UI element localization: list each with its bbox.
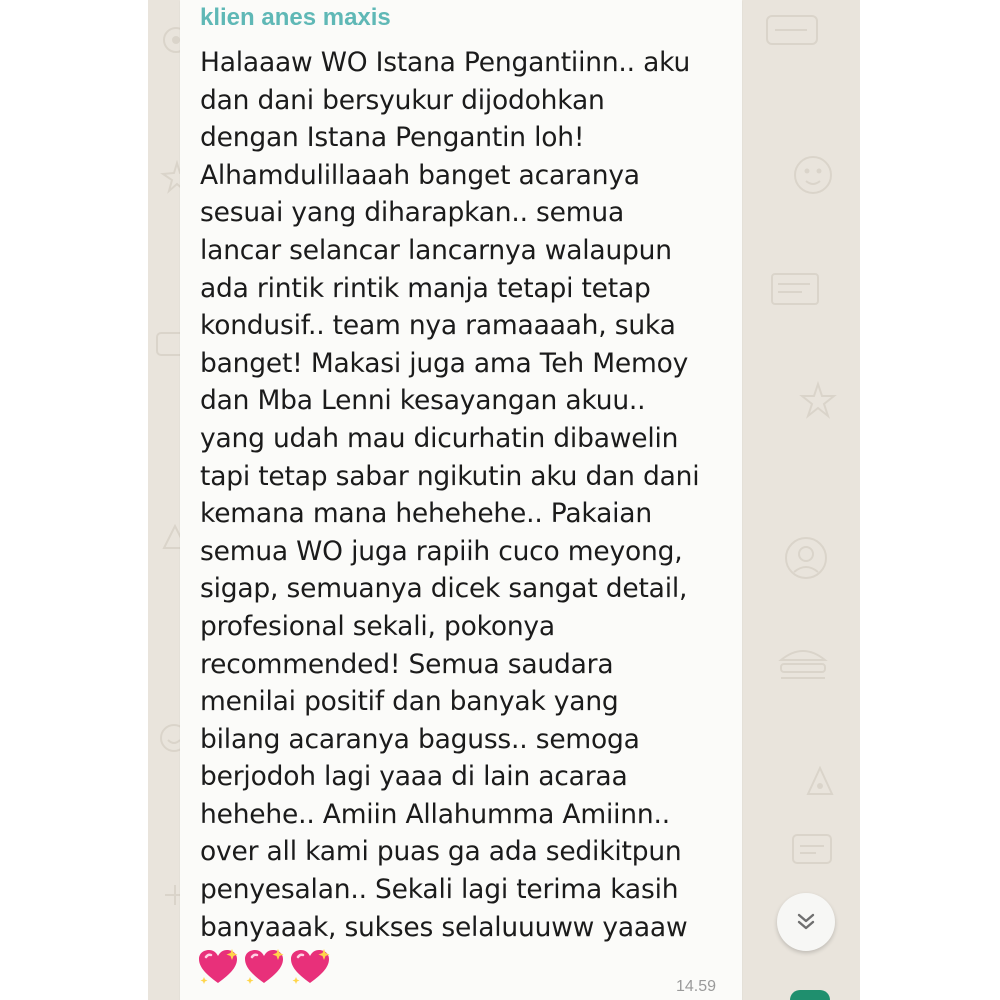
doodle-icon bbox=[773, 640, 833, 690]
message-line: dan Mba Lenni kesayangan akuu.. bbox=[200, 385, 646, 417]
message-line: Alhamdulillaaah banget acaranya bbox=[200, 159, 640, 191]
doodle-icon bbox=[788, 150, 838, 200]
sparkling-heart-icon bbox=[288, 947, 332, 987]
message-timestamp: 14.59 bbox=[676, 978, 717, 995]
message-line: ada rintik rintik manja tetapi tetap bbox=[200, 272, 651, 304]
message-line: recommended! Semua saudara bbox=[200, 648, 614, 680]
message-line: dengan Istana Pengantin loh! bbox=[200, 122, 585, 154]
doodle-icon bbox=[798, 760, 842, 804]
message-line: lancar selancar lancarnya walaupun bbox=[200, 234, 672, 266]
sparkling-heart-icon bbox=[242, 947, 286, 987]
message-line: over all kami puas ga ada sedikitpun bbox=[200, 836, 682, 868]
message-line: tapi tetap sabar ngikutin aku dan dani bbox=[200, 460, 700, 492]
message-line: hehehe.. Amiin Allahumma Amiinn.. bbox=[200, 798, 670, 830]
double-chevron-down-icon bbox=[793, 909, 819, 935]
message-line: semua WO juga rapiih cuco meyong, bbox=[200, 535, 683, 567]
message-line: profesional sekali, pokonya bbox=[200, 610, 555, 642]
message-text bbox=[200, 44, 740, 946]
message-line: penyesalan.. Sekali lagi terima kasih bbox=[200, 874, 679, 906]
message-line: sigap, semuanya dicek sangat detail, bbox=[200, 573, 688, 605]
message-line: kemana mana hehehehe.. Pakaian bbox=[200, 498, 652, 530]
message-line: banyaaak, sukses selaluuuww yaaaw bbox=[200, 911, 688, 943]
scroll-to-bottom-button[interactable] bbox=[777, 893, 835, 951]
message-line: yang udah mau dicurhatin dibawelin bbox=[200, 422, 679, 454]
message-line: dan dani bersyukur dijodohkan bbox=[200, 84, 605, 116]
emoji-row bbox=[196, 947, 332, 987]
message-line: banget! Makasi juga ama Teh Memoy bbox=[200, 347, 689, 379]
message-line: berjodoh lagi yaaa di lain acaraa bbox=[200, 761, 628, 793]
message-line: sesuai yang diharapkan.. semua bbox=[200, 197, 625, 229]
message-line: kondusif.. team nya ramaaaah, suka bbox=[200, 310, 676, 342]
doodle-icon bbox=[788, 830, 838, 870]
message-line: Halaaaw WO Istana Pengantiinn.. aku bbox=[200, 47, 691, 78]
sender-name[interactable]: klien anes maxis bbox=[200, 4, 391, 31]
doodle-icon bbox=[798, 380, 838, 420]
sparkling-heart-icon bbox=[196, 947, 240, 987]
doodle-icon bbox=[768, 270, 824, 310]
doodle-icon bbox=[763, 10, 823, 50]
message-line: menilai positif dan banyak yang bbox=[200, 686, 619, 718]
send-button-edge[interactable] bbox=[790, 990, 830, 1000]
doodle-icon bbox=[778, 530, 834, 586]
message-line: bilang acaranya baguss.. semoga bbox=[200, 723, 640, 755]
